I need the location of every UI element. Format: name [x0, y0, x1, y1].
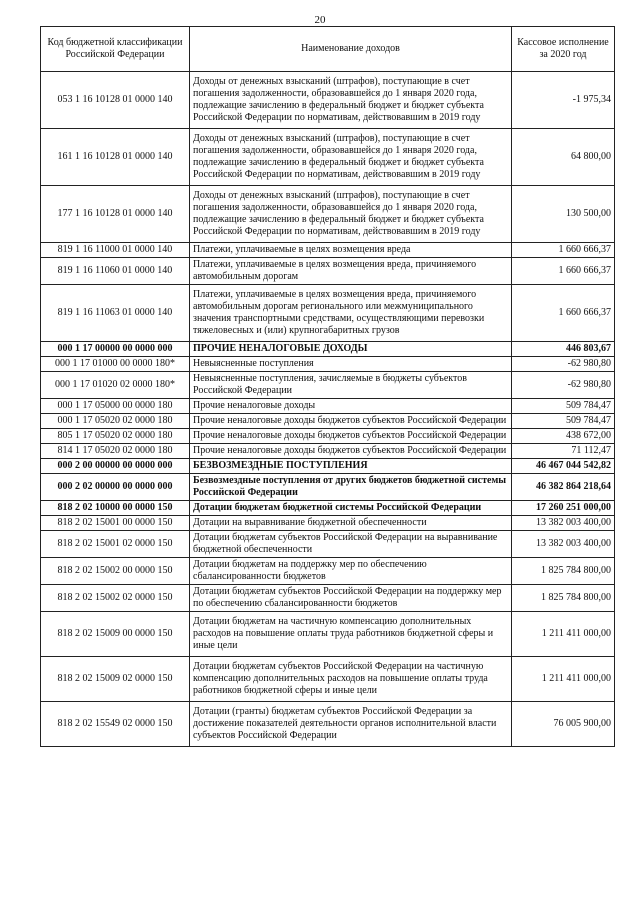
amount-cell: -62 980,80 — [512, 372, 615, 399]
table-row — [41, 702, 615, 747]
table-row — [41, 372, 615, 399]
name-cell: Платежи, уплачиваемые в целях возмещения вреда, причиняемого автомобильным дорогам регионального или межмуниципального значения транспортными средствами, осуществляющими перевозки тяжеловесных и (или) крупногабаритных грузов — [190, 285, 512, 342]
amount-cell: 46 467 044 542,82 — [512, 459, 615, 474]
code-cell: 818 2 02 15002 00 0000 150 — [41, 558, 190, 585]
name-cell: Дотации (гранты) бюджетам субъектов Российской Федерации за достижение показателей деятельности органов исполнительной власти субъектов Российской Федерации — [190, 702, 512, 747]
name-cell: Невыясненные поступления, зачисляемые в бюджеты субъектов Российской Федерации — [190, 372, 512, 399]
amount-cell: 64 800,00 — [512, 129, 615, 186]
code-cell: 000 1 17 00000 00 0000 000 — [41, 342, 190, 357]
header-code: Код бюджетной классификации Российской Федерации — [41, 27, 190, 72]
amount-cell: 509 784,47 — [512, 414, 615, 429]
amount-cell: 1 660 666,37 — [512, 258, 615, 285]
code-cell: 818 2 02 15009 02 0000 150 — [41, 657, 190, 702]
name-cell: Безвозмездные поступления от других бюджетов бюджетной системы Российской Федерации — [190, 474, 512, 501]
code-cell: 000 2 00 00000 00 0000 000 — [41, 459, 190, 474]
name-cell: Дотации бюджетам бюджетной системы Российской Федерации — [190, 501, 512, 516]
name-cell: Дотации бюджетам субъектов Российской Федерации на выравнивание бюджетной обеспеченности — [190, 531, 512, 558]
table-row — [41, 585, 615, 612]
amount-cell: 13 382 003 400,00 — [512, 516, 615, 531]
table-row — [41, 429, 615, 444]
table-row — [41, 414, 615, 429]
amount-cell: 509 784,47 — [512, 399, 615, 414]
table-row — [41, 285, 615, 342]
amount-cell: 46 382 864 218,64 — [512, 474, 615, 501]
amount-cell: 71 112,47 — [512, 444, 615, 459]
amount-cell: 1 660 666,37 — [512, 285, 615, 342]
code-cell: 819 1 16 11060 01 0000 140 — [41, 258, 190, 285]
name-cell: Дотации на выравнивание бюджетной обеспеченности — [190, 516, 512, 531]
table-row — [41, 258, 615, 285]
table-header-row — [41, 27, 615, 72]
table-row — [41, 516, 615, 531]
code-cell: 000 1 17 05000 00 0000 180 — [41, 399, 190, 414]
table-row — [41, 474, 615, 501]
amount-cell: 446 803,67 — [512, 342, 615, 357]
amount-cell: 438 672,00 — [512, 429, 615, 444]
name-cell: Невыясненные поступления — [190, 357, 512, 372]
amount-cell: 17 260 251 000,00 — [512, 501, 615, 516]
amount-cell: -62 980,80 — [512, 357, 615, 372]
name-cell: Прочие неналоговые доходы бюджетов субъектов Российской Федерации — [190, 444, 512, 459]
code-cell: 000 1 17 05020 02 0000 180 — [41, 414, 190, 429]
table-row — [41, 243, 615, 258]
code-cell: 818 2 02 15001 00 0000 150 — [41, 516, 190, 531]
amount-cell: 1 211 411 000,00 — [512, 612, 615, 657]
code-cell: 161 1 16 10128 01 0000 140 — [41, 129, 190, 186]
code-cell: 177 1 16 10128 01 0000 140 — [41, 186, 190, 243]
table-row — [41, 186, 615, 243]
page-number: 20 — [314, 14, 326, 26]
name-cell: Платежи, уплачиваемые в целях возмещения вреда — [190, 243, 512, 258]
amount-cell: 1 211 411 000,00 — [512, 657, 615, 702]
amount-cell: 130 500,00 — [512, 186, 615, 243]
table-row — [41, 444, 615, 459]
code-cell: 000 2 02 00000 00 0000 000 — [41, 474, 190, 501]
code-cell: 000 1 17 01020 02 0000 180* — [41, 372, 190, 399]
code-cell: 814 1 17 05020 02 0000 180 — [41, 444, 190, 459]
amount-cell: 76 005 900,00 — [512, 702, 615, 747]
name-cell: Доходы от денежных взысканий (штрафов), поступающие в счет погашения задолженности, образовавшейся до 1 января 2020 года, подлежащие зачислению в федеральный бюджет и бюджет субъекта Российской Федерации по нормативам, действовавшим в 2019 году — [190, 186, 512, 243]
table-row — [41, 129, 615, 186]
table-row — [41, 531, 615, 558]
table-row — [41, 612, 615, 657]
table-row — [41, 357, 615, 372]
table-row — [41, 657, 615, 702]
name-cell: Доходы от денежных взысканий (штрафов), поступающие в счет погашения задолженности, образовавшейся до 1 января 2020 года, подлежащие зачислению в федеральный бюджет и бюджет субъекта Российской Федерации по нормативам, действовавшим в 2019 году — [190, 129, 512, 186]
code-cell: 805 1 17 05020 02 0000 180 — [41, 429, 190, 444]
amount-cell: -1 975,34 — [512, 72, 615, 129]
table-row — [41, 459, 615, 474]
code-cell: 818 2 02 15002 02 0000 150 — [41, 585, 190, 612]
amount-cell: 1 825 784 800,00 — [512, 585, 615, 612]
name-cell: Прочие неналоговые доходы бюджетов субъектов Российской Федерации — [190, 414, 512, 429]
name-cell: Дотации бюджетам субъектов Российской Федерации на частичную компенсацию дополнительных расходов на повышение оплаты труда работников бюджетной сферы и иные цели — [190, 657, 512, 702]
amount-cell: 1 660 666,37 — [512, 243, 615, 258]
header-amount: Кассовое исполнение за 2020 год — [512, 27, 615, 72]
code-cell: 819 1 16 11000 01 0000 140 — [41, 243, 190, 258]
name-cell: Дотации бюджетам субъектов Российской Федерации на поддержку мер по обеспечению сбалансированности бюджетов — [190, 585, 512, 612]
name-cell: Доходы от денежных взысканий (штрафов), поступающие в счет погашения задолженности, образовавшейся до 1 января 2020 года, подлежащие зачислению в федеральный бюджет и бюджет субъекта Российской Федерации по нормативам, действовавшим в 2019 году — [190, 72, 512, 129]
revenue-table — [40, 26, 615, 747]
code-cell: 000 1 17 01000 00 0000 180* — [41, 357, 190, 372]
amount-cell: 13 382 003 400,00 — [512, 531, 615, 558]
code-cell: 819 1 16 11063 01 0000 140 — [41, 285, 190, 342]
header-name: Наименование доходов — [190, 27, 512, 72]
table-row — [41, 501, 615, 516]
table-row — [41, 342, 615, 357]
code-cell: 053 1 16 10128 01 0000 140 — [41, 72, 190, 129]
name-cell: ПРОЧИЕ НЕНАЛОГОВЫЕ ДОХОДЫ — [190, 342, 512, 357]
name-cell: Прочие неналоговые доходы — [190, 399, 512, 414]
name-cell: Дотации бюджетам на поддержку мер по обеспечению сбалансированности бюджетов — [190, 558, 512, 585]
name-cell: Дотации бюджетам на частичную компенсацию дополнительных расходов на повышение оплаты труда работников бюджетной сферы и иные цели — [190, 612, 512, 657]
code-cell: 818 2 02 15001 02 0000 150 — [41, 531, 190, 558]
name-cell: Платежи, уплачиваемые в целях возмещения вреда, причиняемого автомобильным дорогам — [190, 258, 512, 285]
name-cell: БЕЗВОЗМЕЗДНЫЕ ПОСТУПЛЕНИЯ — [190, 459, 512, 474]
table-row — [41, 399, 615, 414]
code-cell: 818 2 02 15009 00 0000 150 — [41, 612, 190, 657]
code-cell: 818 2 02 10000 00 0000 150 — [41, 501, 190, 516]
name-cell: Прочие неналоговые доходы бюджетов субъектов Российской Федерации — [190, 429, 512, 444]
amount-cell: 1 825 784 800,00 — [512, 558, 615, 585]
code-cell: 818 2 02 15549 02 0000 150 — [41, 702, 190, 747]
table-row — [41, 72, 615, 129]
table-row — [41, 558, 615, 585]
